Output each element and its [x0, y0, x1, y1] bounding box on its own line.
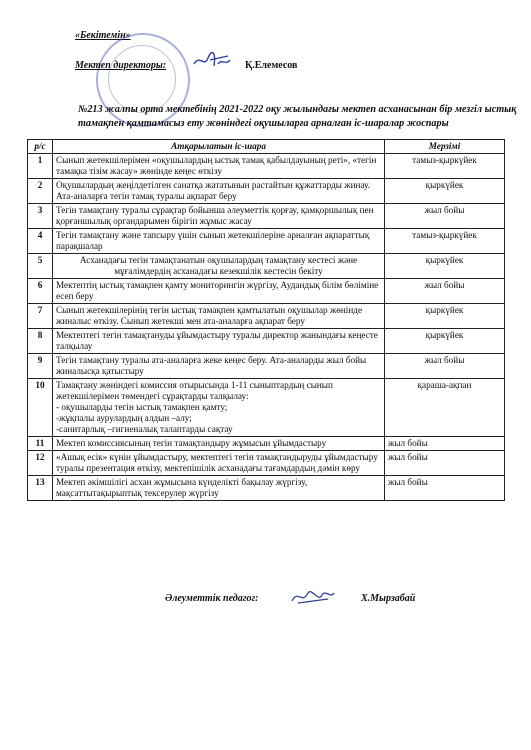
- table-row: [28, 279, 505, 304]
- row-number: 8: [28, 329, 53, 354]
- row-activity: Мектептегі тегін тамақтануды ұйымдастыру туралы директор жанындағы кеңесте талқылау: [53, 329, 385, 354]
- row-term: жыл бойы: [385, 476, 505, 501]
- table-row: [28, 254, 505, 279]
- director-role: Мектеп директоры:: [75, 60, 167, 71]
- row-term: жыл бойы: [385, 451, 505, 476]
- row-activity: Тегін тамақтану және тапсыру үшін сынып жетекшілеріне арналған ақпараттық парақшалар: [53, 229, 385, 254]
- row-activity: Тегін тамақтану туралы ата-аналарға жеке кеңес беру. Ата-аналарды жыл бойы жиналысқа қатыстыру: [53, 354, 385, 379]
- table-row: [28, 451, 505, 476]
- table-row: [28, 437, 505, 451]
- activities-table: [27, 139, 505, 501]
- row-activity: «Ашық есік» күнін ұйымдастыру, мектептегі тегін тамақтандыруды ұйымдастыру туралы презентация өткізу, мектепішілік асханадағы тағамдардың дәмін көру: [53, 451, 385, 476]
- row-activity: Мектептің ыстық тамақпен қамту мониторингін жүргізу, Аудандық білім бөліміне есеп беру: [53, 279, 385, 304]
- row-activity: Оқушылардың жеңілдетілген санатқа жататынын растайтын құжаттарды жинау. Ата-аналарға тегін тамақ туралы ақпарат беру: [53, 179, 385, 204]
- row-activity: Мектеп әкімшілігі асхан жұмысына күнделікті бақылау жүргізу, мақсаттытақырыптық тексерулер жүргізу: [53, 476, 385, 501]
- row-term: қыркүйек: [385, 179, 505, 204]
- row-number: 6: [28, 279, 53, 304]
- row-activity: Асханадағы тегін тамақтанатын оқушылардың тамақтану кестесі және мұғалімдердің асханадағы кезекшілік кестесін бекіту: [53, 254, 385, 279]
- row-activity: Тегін тамақтану туралы сұрақтар бойынша әлеуметтік қорғау, қамқоршылық пен қорғаншылық органдарымен бірігіп жұмыс жасау: [53, 204, 385, 229]
- column-header-number: р/с: [28, 140, 53, 154]
- row-number: 7: [28, 304, 53, 329]
- row-term: жыл бойы: [385, 279, 505, 304]
- row-number: 2: [28, 179, 53, 204]
- row-term: тамыз-қыркүйек: [385, 229, 505, 254]
- director-name: Қ.Елемесов: [245, 60, 298, 71]
- director-signature: [192, 50, 232, 72]
- social-pedagogue-role: Әлеуметтік педагог:: [165, 593, 259, 604]
- approve-label: «Бекітемін»: [75, 30, 131, 41]
- column-header-term: Мерзімі: [385, 140, 505, 154]
- director-approval-row: [75, 55, 495, 77]
- row-term: қыркүйек: [385, 304, 505, 329]
- row-term: тамыз-қыркүйек: [385, 154, 505, 179]
- table-row: [28, 179, 505, 204]
- document-title: №213 жалпы орта мектебінің 2021-2022 оқу жылындағы мектеп асханасынан бір мезгіл ыстық тамақпен қамтамасыз ету жөніндегі оқушыларға арналған іс-шаралар жоспары: [78, 104, 517, 129]
- table-header-row: [28, 140, 505, 154]
- row-number: 9: [28, 354, 53, 379]
- row-number: 5: [28, 254, 53, 279]
- row-number: 12: [28, 451, 53, 476]
- table-row: [28, 354, 505, 379]
- table-row: [28, 379, 505, 437]
- column-header-activity: Атқарылатын іс-шара: [53, 140, 385, 154]
- row-number: 10: [28, 379, 53, 437]
- table-row: [28, 154, 505, 179]
- row-term: жыл бойы: [385, 204, 505, 229]
- row-term: жыл бойы: [385, 354, 505, 379]
- social-pedagogue-signature: [288, 585, 336, 609]
- table-row: [28, 476, 505, 501]
- row-activity: Сынып жетекшілерімен «оқушылардың ыстық тамақ қабылдауының реті», «тегін тамақка тізім жасау» жөнінде кеңес өткізу: [53, 154, 385, 179]
- row-number: 11: [28, 437, 53, 451]
- row-term: қараша-ақпан: [385, 379, 505, 437]
- row-activity: Сынып жетекшілерінің тегін ыстық тамақпен қамтылатын оқушылар жөнінде жиналыс өткізу. Сынып жетекші мен ата-аналарға ақпарат беру: [53, 304, 385, 329]
- table-row: [28, 204, 505, 229]
- row-term: қыркүйек: [385, 329, 505, 354]
- row-term: қыркүйек: [385, 254, 505, 279]
- row-number: 13: [28, 476, 53, 501]
- social-pedagogue-name: Х.Мырзабай: [361, 593, 416, 604]
- row-activity: Мектеп комиссиясының тегін тамақтандыру жұмысын ұйымдастыру: [53, 437, 385, 451]
- table-row: [28, 304, 505, 329]
- table-row: [28, 229, 505, 254]
- row-activity: Тамақтану жөніндегі комиссия отырысында 1-11 сыныптардың сынып жетекшілерімен төмендегі сұрақтарды талқылау: - оқушыларды тегін ыстық тамақпен қамту; -жұқпалы аурулардың алдын –алу; -санитарлық –гигиеналық талаптарды сақтау: [53, 379, 385, 437]
- row-number: 1: [28, 154, 53, 179]
- row-number: 4: [28, 229, 53, 254]
- row-number: 3: [28, 204, 53, 229]
- row-term: жыл бойы: [385, 437, 505, 451]
- table-row: [28, 329, 505, 354]
